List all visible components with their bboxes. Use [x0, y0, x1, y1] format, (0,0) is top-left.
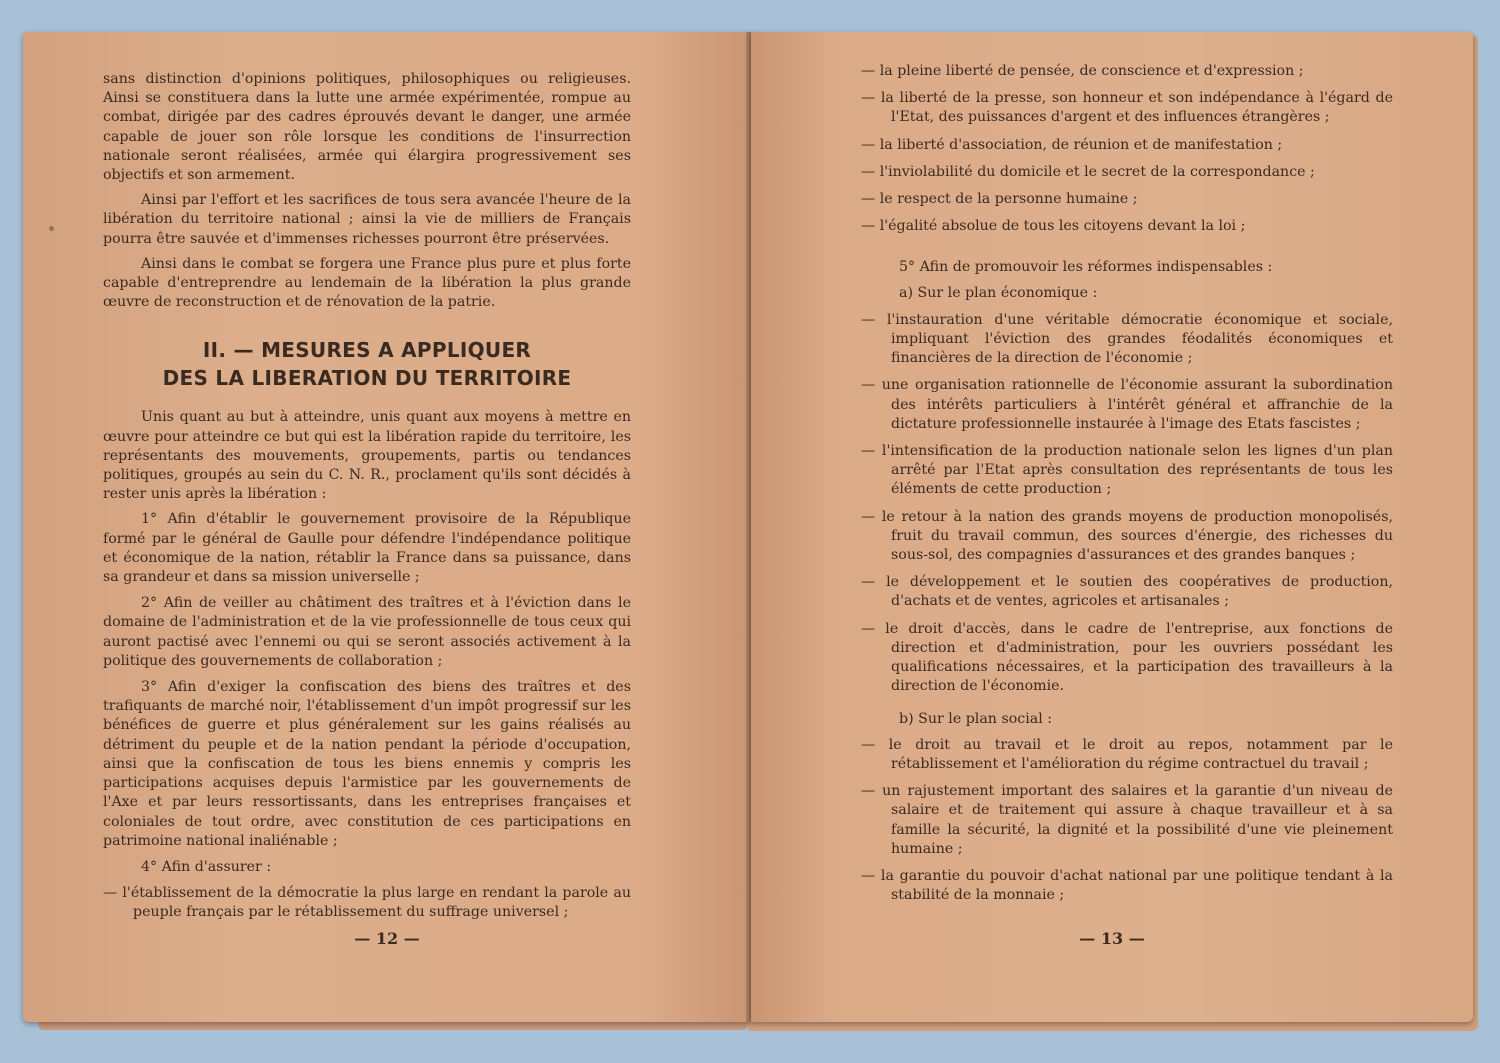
left-page — [23, 32, 751, 1022]
left-text-column — [103, 70, 631, 930]
intro-paragraph: Unis quant au but à atteindre, unis quant aux moyens à mettre en œuvre pour atteindre ce but qui est la libération rapide du territoire, les représentants des mouvements, groupements, partis ou tendances politiques, groupés au sein du C. N. R., proclament qu'ils sont décidés à rester unis après la libération : — [103, 409, 631, 503]
right-page — [751, 32, 1473, 1022]
paragraph: Ainsi dans le combat se forgera une France plus pure et plus forte capable d'entreprendre au lendemain de la libération la plus grande œuvre de reconstruction et de rénovation de la patrie. — [103, 255, 631, 311]
dash-item: — un rajustement important des salaires et la garantie d'un niveau de salaire et de traitement qui assure à chaque travailleur et à sa famille la sécurité, la dignité et la possibilité d'une vie pleinement humaine ; — [861, 783, 1393, 857]
section-heading — [103, 336, 631, 392]
dash-item: — l'établissement de la démocratie la plus large en rendant la parole au peuple français par le rétablissement du suffrage universel ; — [103, 885, 631, 921]
right-text-column — [861, 62, 1393, 913]
dash-item: — le respect de la personne humaine ; — [861, 191, 1138, 208]
dash-item: — la liberté de la presse, son honneur et son indépendance à l'égard de l'Etat, des puissances d'argent et des influences étrangères ; — [861, 90, 1393, 126]
dash-item: — l'égalité absolue de tous les citoyens devant la loi ; — [861, 218, 1246, 235]
dash-item: — l'instauration d'une véritable démocratie économique et sociale, impliquant l'éviction des grandes féodalités économiques et financières de la direction de l'économie ; — [861, 311, 1393, 367]
page-edge-stack-bottom — [38, 1022, 748, 1030]
numbered-point-2: 2° Afin de veiller au châtiment des traîtres et à l'éviction dans le domaine de l'administration et de la vie professionnelle de tous ceux qui auront pactisé avec l'ennemi ou qui se seront associés activement à la politique des gouvernements de collaboration ; — [103, 595, 631, 669]
section-heading-line2: DES LA LIBERATION DU TERRITOIRE — [162, 366, 572, 391]
dash-item: — le retour à la nation des grands moyens de production monopolisés, fruit du travail commun, des sources d'énergie, des richesses du sous-sol, des compagnies d'assurances et des grandes banques ; — [861, 508, 1393, 564]
punch-mark — [49, 226, 54, 231]
numbered-point-4: 4° Afin d'assurer : — [141, 858, 272, 875]
dash-item: — le droit au travail et le droit au repos, notamment par le rétablissement et l'amélioration du régime contractuel du travail ; — [861, 736, 1393, 772]
dash-item: — l'intensification de la production nationale selon les lignes d'un plan arrêté par l'Etat après consultation des représentants de tous les éléments de cette production ; — [861, 443, 1393, 498]
numbered-point-3: 3° Afin d'exiger la confiscation des biens des traîtres et des trafiquants de marché noir, l'établissement d'un impôt progressif sur les bénéfices de guerre et plus généralement sur les gains réalisés au détriment du peuple et de la nation pendant la période d'occupation, ainsi que la confiscation de tous les biens ennemis y compris les participations acquises depuis l'armistice par les gouvernements de l'Axe et par leurs ressortissants, dans les entreprises françaises et coloniales de tout ordre, avec constitution de ces participations en patrimoine national inaliénable ; — [103, 679, 631, 849]
section-heading-line1: II. — MESURES A APPLIQUER — [202, 338, 532, 363]
dash-item: — le développement et le soutien des coopératives de production, d'achats et de ventes, agricoles et artisanales ; — [861, 574, 1393, 610]
subsection-b: b) Sur le plan social : — [899, 711, 1053, 728]
dash-item: — la pleine liberté de pensée, de conscience et d'expression ; — [861, 63, 1304, 79]
page-number: — 13 — — [1079, 928, 1145, 948]
numbered-point-5: 5° Afin de promouvoir les réformes indispensables : — [899, 259, 1273, 276]
dash-item: — le droit d'accès, dans le cadre de l'entreprise, aux fonctions de direction et d'administration, pour les ouvriers possédant les qualifications nécessaires, et la participation des travailleurs à la direction de l'économie. — [861, 620, 1393, 695]
dash-item: — la garantie du pouvoir d'achat national par une politique tendant à la stabilité de la monnaie ; — [861, 867, 1393, 904]
page-number: — 12 — — [354, 928, 420, 948]
dash-item: — l'inviolabilité du domicile et le secret de la correspondance ; — [861, 163, 1315, 180]
booklet — [18, 32, 1480, 1032]
numbered-point-1: 1° Afin d'établir le gouvernement provisoire de la République formé par le général de Gaulle pour défendre l'indépendance politique et économique de la nation, rétablir la France dans sa puissance, dans sa grandeur et dans sa mission universelle ; — [103, 511, 631, 586]
subsection-a: a) Sur le plan économique : — [899, 284, 1098, 301]
dash-item: — une organisation rationnelle de l'économie assurant la subordination des intérêts particuliers à l'intérêt général et affranchie de la dictature professionnelle instaurée à l'image des Etats fascistes ; — [861, 377, 1393, 432]
paragraph: sans distinction d'opinions politiques, philosophiques ou religieuses. Ainsi se constituera dans la lutte une armée expérimentée, rompue au combat, dirigée par des cadres éprouvés devant le danger, une armée capable de jouer son rôle lorsque les conditions de l'insurrection nationale seront réalisées, armée qui élargira progressivement ses objectifs et son armement. — [103, 71, 631, 184]
dash-item: — la liberté d'association, de réunion et de manifestation ; — [861, 136, 1283, 153]
paragraph: Ainsi par l'effort et les sacrifices de tous sera avancée l'heure de la libération du territoire national ; ainsi la vie de milliers de Français pourra être sauvée et d'immenses richesses pourront être préservées. — [103, 192, 631, 247]
